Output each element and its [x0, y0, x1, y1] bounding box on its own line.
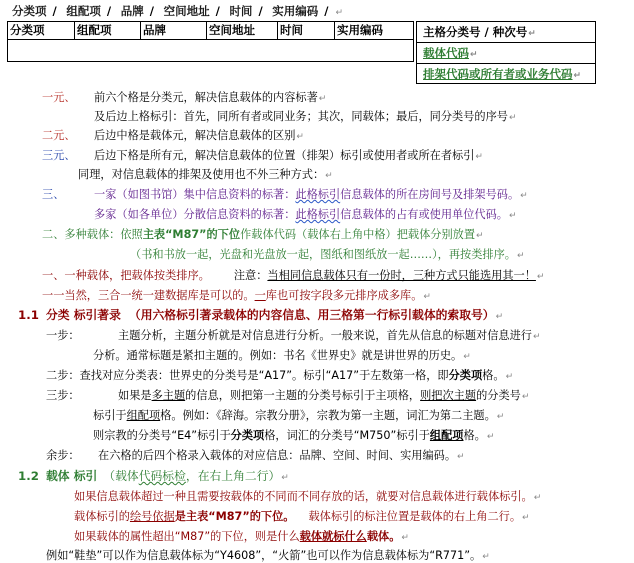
separator: / — [149, 4, 154, 18]
separator: / — [324, 4, 329, 18]
text-line: 一步： 主题分析，主题分析就是对信息进行分析。一般来说，首先从信息的标题对信息进行↵ — [46, 329, 541, 342]
text-line: 如果信息载体超过一种且需要按载体的不同而不同存放的话，就要对信息载体进行载体标引。↵ — [74, 490, 542, 503]
carrier-code: 载体代码↵ — [417, 43, 595, 64]
separator: / — [215, 4, 220, 18]
step-label: 三步： — [46, 389, 80, 402]
paragraph-mark: ↵ — [335, 8, 344, 18]
grid-header-cell: 时间 — [278, 22, 335, 39]
text-line: （书和书放一起，光盘和光盘放一起，图纸和图纸放一起……），再按类排序。↵ — [130, 248, 525, 261]
text-line: 如果载体的属性超出“M87”的下位，则是什么载体就标什么载体。↵ — [74, 530, 409, 543]
main-class-number: 主格分类号 / 种次号↵ — [417, 22, 595, 43]
separator: / — [258, 4, 263, 18]
text-line: 三、 一家（如图书馆）集中信息资料的标著：此格标引信息载体的所在房间号及排架号码。↵ — [42, 188, 528, 201]
text-line: 分析。通常标题是紧扣主题的。例如：书名《世界史》就是讲世界的历史。↵ — [93, 349, 471, 362]
text-line: 二步：查找对应分类表：世界史的分类号是“A17”。标引“A17”于左数第一格，即分类项格。↵ — [46, 369, 514, 382]
text-line: 载体标引的绘号依据是主表“M87”的下位。 载体标引的标注位置是载体的右上角二行。↵ — [74, 510, 530, 523]
field-header-row — [12, 3, 343, 19]
field-name: 品牌 — [120, 4, 144, 18]
grid-header-row — [8, 22, 413, 40]
grid-header-cell: 分类项 — [8, 22, 75, 39]
text-line: 则宗教的分类号“E4”标引于分类项格，词汇的分类号“M750”标引于组配项格。↵ — [93, 429, 495, 442]
carrier-code-box — [416, 21, 596, 84]
field-name: 时间 — [229, 4, 253, 18]
step-label: 一步： — [46, 329, 80, 342]
section-heading: 1.1 分类 标引著录 （用六格标引著录载体的内容信息、用三格第一行标引载体的索取号）↵ — [18, 308, 504, 322]
text-line: 二元、 后边中格是载体元，解决信息载体的区别↵ — [42, 129, 304, 142]
text-line: 一、一种载体，把载体按类排序。 注意：当相同信息载体只有一份时，三种方式只能选用其一！↵ — [42, 269, 545, 282]
field-name: 组配项 — [66, 4, 101, 18]
shelf-code: 排架代码或所有者或业务代码↵ — [423, 67, 582, 81]
text-line: 例如“鞋垫”可以作为信息载体标为“Y4608”，“火箭”也可以作为信息载体标为“R771”。↵ — [46, 549, 490, 562]
field-name: 实用编码 — [272, 4, 319, 18]
text-line: 一一当然，三合一统一建数据库是可以的。一库也可按字段多元排序成多库。↵ — [42, 289, 431, 302]
field-name: 空间地址 — [163, 4, 210, 18]
field-name: 分类项 — [12, 4, 47, 18]
text-line: 一元、 前六个格是分类元，解决信息载体的内容标著↵ — [42, 91, 327, 104]
text-line: 及后边上格标引：首先，同所有者或同业务；其次，同载体；最后，同分类号的序号↵ — [94, 110, 517, 123]
text-line: 三元、 后边下格是所有元，解决信息载体的位置（排架）标引或使用者或所在者标引↵ — [42, 149, 483, 162]
grid-header-cell: 品牌 — [141, 22, 207, 39]
separator: / — [106, 4, 112, 18]
section-label: 三元、 — [42, 149, 76, 162]
separator: / — [52, 4, 57, 18]
grid-header-cell: 空间地址 — [207, 22, 278, 39]
step-label: 余步： — [46, 449, 80, 462]
record-grid — [7, 21, 414, 62]
text-line: 二、多种载体：依照主表“M87”的下位作载体代码（载体右上角中格）把载体分别放置↵ — [42, 228, 484, 241]
section-label: 二元、 — [42, 129, 76, 142]
text-line: 余步： 在六格的后四个格录入载体的对应信息：品牌、空间、时间、实用编码。↵ — [46, 449, 465, 462]
section-label: 一元、 — [42, 91, 76, 104]
grid-header-cell: 实用编码 — [337, 23, 383, 37]
text-line: 多家（如各单位）分散信息资料的标著：此格标引信息载体的占有或使用单位代码。↵ — [94, 208, 517, 221]
text-line: 同理，对信息载体的排架及使用也不外三种方式：↵ — [78, 168, 333, 181]
section-heading: 1.2 载体 标引 （载体代码标检，在右上角二行）↵ — [18, 469, 289, 483]
text-line: 标引于组配项格。例如：《辞海。宗教分册》，宗教为第一主题，词汇为第二主题。↵ — [93, 409, 505, 422]
text-line: 三步： 如果是多主题的信息，则把第一主题的分类号标引于主项格，则把次主题的分类号↵ — [46, 389, 530, 402]
grid-header-cell: 组配项 — [75, 22, 141, 39]
section-label: 三、 — [42, 188, 65, 201]
